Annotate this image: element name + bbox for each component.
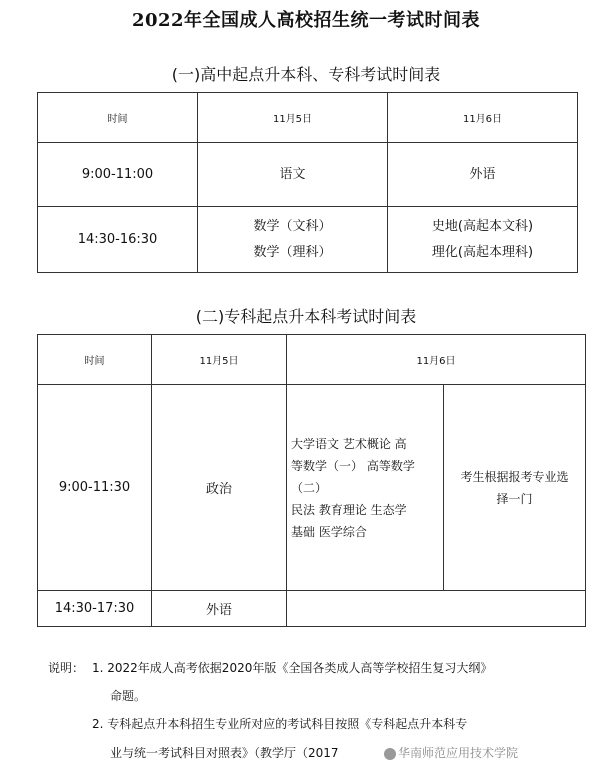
wechat-logo-icon bbox=[384, 748, 396, 760]
subject: 理化(高起本理科) bbox=[431, 244, 534, 260]
subject: 数学（理科） bbox=[253, 244, 332, 260]
subject: 数学（文科） bbox=[253, 218, 332, 234]
exam-table-2 bbox=[37, 334, 586, 627]
header-nov5: 11月5日 bbox=[152, 335, 287, 385]
subject: 语文 bbox=[279, 166, 306, 182]
note-line: 2. 专科起点升本科招生专业所对应的考试科目按照《专科起点升本科专 bbox=[92, 717, 468, 731]
time-cell: 14:30-16:30 bbox=[38, 207, 198, 273]
note-line: 业与统一考试科目对照表》（教学厅（2017 bbox=[110, 746, 339, 760]
page-title: 2022年全国成人高校招生统一考试时间表 bbox=[131, 10, 481, 31]
subject-line: 等数学（一） 高等数学 bbox=[291, 458, 415, 473]
table-row bbox=[38, 591, 586, 627]
subject: 史地(高起本文科) bbox=[431, 218, 534, 234]
subject-line: 民法 教育理论 生态学 bbox=[291, 502, 407, 517]
header-nov5: 11月5日 bbox=[198, 93, 388, 143]
header-time: 时间 bbox=[38, 93, 198, 143]
watermark bbox=[384, 744, 518, 761]
note-line: 择一门 bbox=[496, 491, 533, 506]
note-line: 1. 2022年成人高考依据2020年版《全国各类成人高等学校招生复习大纲》 bbox=[92, 661, 493, 675]
table-row bbox=[38, 143, 578, 207]
subject-cell bbox=[198, 207, 388, 273]
note-line: 考生根据报考专业选 bbox=[460, 469, 569, 484]
table1-heading: (一)高中起点升本科、专科考试时间表 bbox=[171, 65, 441, 84]
subject-cell bbox=[198, 143, 388, 207]
elective-subjects-cell bbox=[287, 385, 444, 591]
table-row bbox=[38, 207, 578, 273]
watermark-text: 华南师范应用技术学院 bbox=[398, 746, 519, 760]
table-row bbox=[38, 385, 586, 591]
subject-cell bbox=[388, 207, 578, 273]
table2-heading: (二)专科起点升本科考试时间表 bbox=[195, 307, 417, 326]
header-nov6: 11月6日 bbox=[388, 93, 578, 143]
empty-cell bbox=[287, 591, 586, 627]
subject-cell: 外语 bbox=[152, 591, 287, 627]
elective-note-cell bbox=[444, 385, 586, 591]
subject: 外语 bbox=[469, 166, 496, 182]
subject-cell: 政治 bbox=[152, 385, 287, 591]
exam-table-1 bbox=[37, 92, 578, 273]
time-cell: 9:00-11:00 bbox=[38, 143, 198, 207]
subject-cell bbox=[388, 143, 578, 207]
notes-label: 说明： bbox=[48, 661, 85, 675]
note-line: 命题。 bbox=[110, 689, 147, 703]
header-time: 时间 bbox=[38, 335, 152, 385]
subject-line: 基础 医学综合 bbox=[291, 524, 367, 539]
time-cell: 14:30-17:30 bbox=[38, 591, 152, 627]
time-cell: 9:00-11:30 bbox=[38, 385, 152, 591]
subject-line: 大学语文 艺术概论 高 bbox=[291, 436, 407, 451]
header-nov6: 11月6日 bbox=[287, 335, 586, 385]
subject-line: （二） bbox=[291, 480, 328, 495]
